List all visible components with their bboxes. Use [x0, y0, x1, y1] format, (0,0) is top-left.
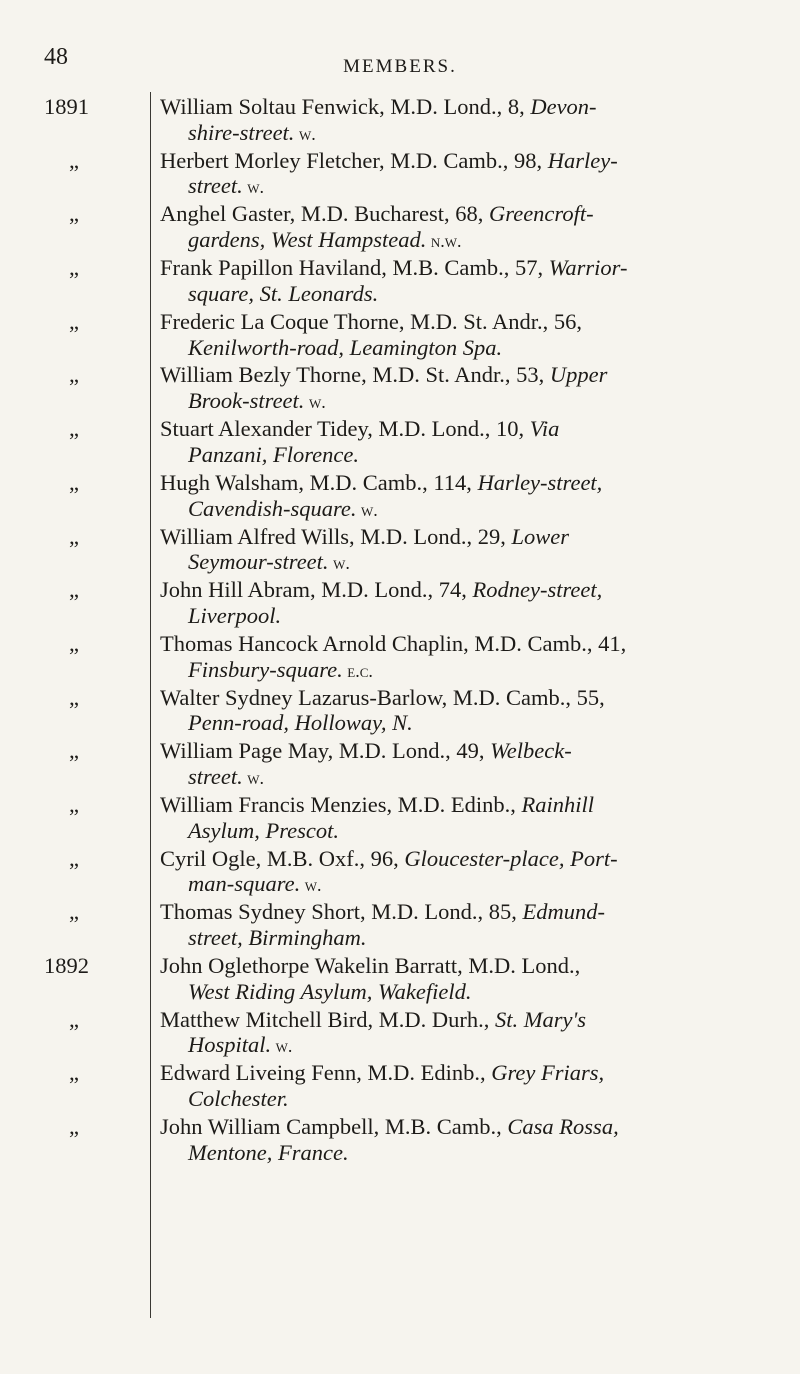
member-entry [0, 685, 800, 739]
postal-district: w. [300, 875, 322, 896]
member-entry [0, 899, 800, 953]
member-name-degree: Anghel Gaster, M.D. Bucharest, 68, [160, 201, 490, 227]
postal-district: w. [242, 768, 265, 789]
election-year: „ [69, 308, 79, 334]
member-entry [0, 309, 800, 363]
member-text [160, 94, 778, 148]
member-name-degree: John Hill Abram, M.D. Lond., 74, [160, 577, 473, 603]
member-text [160, 846, 778, 900]
election-year: „ [69, 469, 79, 495]
address-continuation: Seymour-street. [188, 549, 329, 575]
member-entry [0, 201, 800, 255]
election-year: „ [69, 255, 79, 281]
member-name-degree: Frederic La Coque Thorne, M.D. St. Andr., 56, [160, 308, 583, 334]
member-text [160, 362, 778, 416]
member-text [160, 577, 778, 631]
member-entry [0, 470, 800, 524]
member-entry [0, 1060, 800, 1114]
address-continuation: Panzani, Florence. [188, 441, 360, 467]
address-part: Greencroft- [489, 201, 594, 227]
election-year: „ [69, 201, 79, 227]
address-part: Welbeck- [490, 738, 572, 764]
member-name-degree: Edward Liveing Fenn, M.D. Edinb., [160, 1060, 492, 1086]
address-continuation: gardens, West Hampstead. [188, 227, 427, 253]
address-part: Harley- [547, 147, 618, 173]
address-part: Casa Rossa, [507, 1114, 619, 1140]
election-year: „ [69, 684, 79, 710]
postal-district: w. [304, 392, 326, 413]
member-name-degree: William Francis Menzies, M.D. Edinb., [160, 791, 522, 817]
postal-district: w. [356, 499, 378, 520]
election-year: „ [69, 845, 79, 871]
postal-district: w. [271, 1036, 293, 1057]
member-entry [0, 792, 800, 846]
member-name-degree: William Alfred Wills, M.D. Lond., 29, [160, 523, 512, 549]
election-year: „ [69, 416, 79, 442]
member-name-degree: William Soltau Fenwick, M.D. Lond., 8, [160, 94, 531, 119]
address-continuation: street, Birmingham. [188, 925, 367, 951]
election-year: „ [69, 362, 79, 388]
address-part: Devon- [530, 94, 597, 119]
member-name-degree: John William Campbell, M.B. Camb., [160, 1114, 508, 1140]
address-part: Upper [549, 362, 608, 388]
election-year: „ [69, 630, 79, 656]
member-list [0, 94, 800, 1168]
address-continuation: West Riding Asylum, Wakefield. [188, 978, 472, 1004]
election-year: „ [69, 577, 79, 603]
member-name-degree: William Page May, M.D. Lond., 49, [160, 738, 491, 764]
member-text [160, 953, 778, 1007]
election-year: „ [69, 1114, 79, 1140]
address-continuation: Hospital. [188, 1032, 272, 1058]
address-continuation: street. [188, 173, 243, 199]
address-part: Grey Friars, [491, 1060, 605, 1086]
member-text [160, 1114, 778, 1168]
member-name-degree: Thomas Hancock Arnold Chaplin, M.D. Camb., 41, [160, 630, 627, 656]
election-year: 1891 [44, 94, 89, 119]
member-text [160, 631, 778, 685]
postal-district: w. [328, 553, 350, 574]
member-entry [0, 255, 800, 309]
address-part: St. Mary's [494, 1006, 587, 1032]
address-part: Via [529, 416, 560, 442]
election-year: „ [69, 899, 79, 925]
member-text [160, 148, 778, 202]
member-text [160, 201, 778, 255]
member-text [160, 309, 778, 363]
address-part: Edmund- [522, 899, 605, 925]
address-continuation: Cavendish-square. [188, 495, 357, 521]
member-name-degree: Cyril Ogle, M.B. Oxf., 96, [160, 845, 405, 871]
member-entry [0, 577, 800, 631]
address-continuation: Mentone, France. [188, 1139, 349, 1165]
member-text [160, 899, 778, 953]
address-part: Rainhill [521, 791, 595, 817]
election-year: „ [69, 523, 79, 549]
postal-district: w. [294, 123, 316, 144]
address-part: Warrior- [548, 255, 628, 281]
election-year: 1892 [44, 953, 89, 978]
member-entry [0, 362, 800, 416]
address-continuation: shire-street. [188, 119, 295, 145]
member-entry [0, 631, 800, 685]
postal-district: e.c. [342, 660, 373, 681]
postal-district: n.w. [426, 231, 462, 252]
member-entry [0, 148, 800, 202]
address-continuation: street. [188, 764, 243, 790]
address-part: Gloucester-place, Port- [404, 845, 618, 871]
address-continuation: Colchester. [188, 1086, 289, 1112]
address-part: Rodney-street, [472, 577, 603, 603]
member-entry [0, 738, 800, 792]
address-part: Harley-street, [477, 469, 603, 495]
election-year: „ [69, 738, 79, 764]
address-continuation: square, St. Leonards. [188, 280, 379, 306]
member-entry [0, 416, 800, 470]
member-entry [0, 1114, 800, 1168]
member-text [160, 470, 778, 524]
address-continuation: Kenilworth-road, Leamington Spa. [188, 334, 503, 360]
member-text [160, 524, 778, 578]
member-text [160, 685, 778, 739]
member-text [160, 1007, 778, 1061]
member-name-degree: Hugh Walsham, M.D. Camb., 114, [160, 469, 478, 495]
member-name-degree: Thomas Sydney Short, M.D. Lond., 85, [160, 899, 523, 925]
member-name-degree: Herbert Morley Fletcher, M.D. Camb., 98, [160, 147, 548, 173]
member-name-degree: Frank Papillon Haviland, M.B. Camb., 57, [160, 255, 549, 281]
election-year: „ [69, 1060, 79, 1086]
member-entry [0, 846, 800, 900]
page-number: 48 [44, 44, 68, 70]
election-year: „ [69, 147, 79, 173]
postal-district: w. [242, 177, 265, 198]
election-year: „ [69, 791, 79, 817]
member-text [160, 1060, 778, 1114]
election-year: „ [69, 1006, 79, 1032]
member-text [160, 738, 778, 792]
address-part: Lower [511, 523, 570, 549]
member-name-degree: Walter Sydney Lazarus-Barlow, M.D. Camb., 55, [160, 684, 605, 710]
address-continuation: man-square. [188, 871, 301, 897]
member-text [160, 416, 778, 470]
member-entry [0, 1007, 800, 1061]
member-name-degree: John Oglethorpe Wakelin Barratt, M.D. Lond., [160, 953, 581, 978]
address-continuation: Liverpool. [188, 602, 282, 628]
member-name-degree: Matthew Mitchell Bird, M.D. Durh., [160, 1006, 495, 1032]
address-continuation: Asylum, Prescot. [188, 817, 340, 843]
member-entry [0, 94, 800, 148]
member-entry [0, 524, 800, 578]
address-continuation: Penn-road, Holloway, N. [188, 710, 413, 736]
member-name-degree: William Bezly Thorne, M.D. St. Andr., 53, [160, 362, 550, 388]
member-text [160, 255, 778, 309]
running-head: MEMBERS. [343, 56, 457, 77]
member-name-degree: Stuart Alexander Tidey, M.D. Lond., 10, [160, 416, 530, 442]
member-entry [0, 953, 800, 1007]
address-continuation: Brook-street. [188, 388, 305, 414]
member-text [160, 792, 778, 846]
address-continuation: Finsbury-square. [188, 656, 343, 682]
